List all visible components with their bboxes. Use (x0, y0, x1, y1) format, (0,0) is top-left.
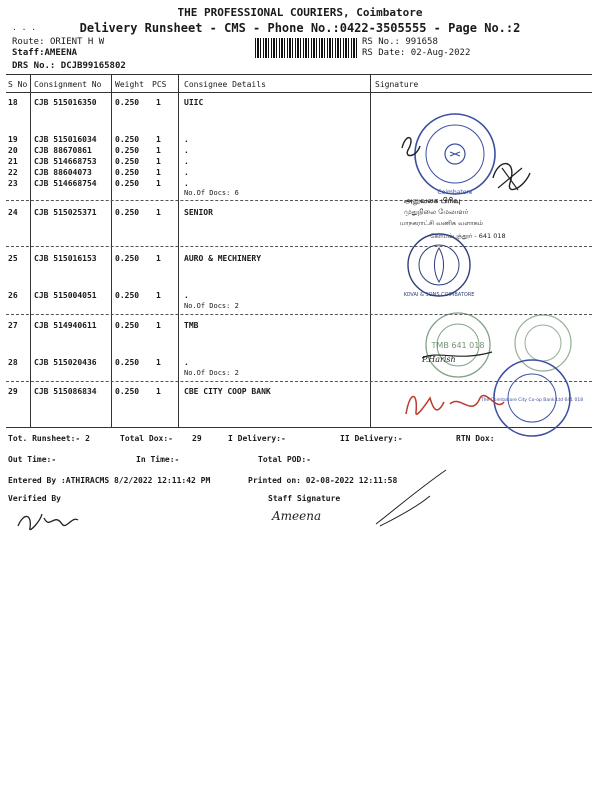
table-header-border (6, 92, 592, 93)
row-consignment: CJB 515020436 (34, 358, 97, 367)
row-weight: 0.250 (115, 157, 140, 166)
row-consignment: CJB 514668754 (34, 179, 97, 188)
row-weight: 0.250 (115, 358, 140, 367)
col-header-consignee: Consignee Details (184, 80, 266, 89)
row-sno: 28 (8, 358, 18, 367)
row-details: . (184, 358, 189, 367)
total-pod: Total POD:- (258, 455, 311, 464)
col-divider (30, 74, 31, 427)
row-details: . (184, 179, 189, 188)
verified-by: Verified By (8, 494, 61, 503)
seal-tamil-line-1: அலுவலக பிரிவு (404, 196, 461, 205)
row-sno: 18 (8, 98, 18, 107)
staff-value: AMEENA (44, 48, 78, 58)
row-weight: 0.250 (115, 135, 140, 144)
route-line (12, 37, 104, 47)
stamp-text: Coimbatore (437, 189, 473, 196)
row-consignment: CJB 515016350 (34, 98, 97, 107)
row-details: SENIOR (184, 208, 213, 217)
row-consignment: CJB 515025371 (34, 208, 97, 217)
row-weight: 0.250 (115, 146, 140, 155)
row-weight: 0.250 (115, 208, 140, 217)
col-header-signature: Signature (375, 80, 419, 89)
col-header-weight: Weight (115, 80, 144, 89)
row-weight: 0.250 (115, 254, 140, 263)
row-consignment: CJB 514668753 (34, 157, 97, 166)
rs-date-line (362, 48, 470, 58)
docs-note: No.Of Docs: 6 (184, 189, 239, 197)
seal-tamil-line-4: கோயம்புத்தூர் - 641 018 (430, 232, 506, 240)
row-details: . (184, 157, 189, 166)
drs-value: DCJB99165802 (60, 61, 126, 71)
row-sno: 25 (8, 254, 18, 263)
row-consignment: CJB 88670861 (34, 146, 92, 155)
seal-tamil-line-3: மாநகராட்சி வணிக வளாகம் (400, 219, 484, 227)
row-pcs: 1 (156, 146, 161, 155)
docs-note: No.Of Docs: 2 (184, 369, 239, 377)
rs-no-label: RS No.: (362, 37, 400, 47)
row-consignment: CJB 515086834 (34, 387, 97, 396)
staff-line (12, 48, 77, 58)
printed-on: Printed on: 02-08-2022 12:11:58 (248, 476, 398, 485)
seal-tamil-line-2: முதுநிலை மேலாளர் (404, 208, 469, 216)
row-weight: 0.250 (115, 387, 140, 396)
row-details: . (184, 168, 189, 177)
row-sno: 19 (8, 135, 18, 144)
row-sno: 24 (8, 208, 18, 217)
row-pcs: 1 (156, 291, 161, 300)
row-details: . (184, 291, 189, 300)
route-value: ORIENT H W (49, 37, 105, 47)
entered-by: Entered By :ATHIRACMS 8/2/2022 12:11:42 PM (8, 476, 211, 485)
row-sno: 22 (8, 168, 18, 177)
kovai-sons-seal (404, 232, 474, 298)
row-separator (6, 246, 592, 247)
row-consignment: CJB 515016153 (34, 254, 97, 263)
row-pcs: 1 (156, 157, 161, 166)
row-pcs: 1 (156, 179, 161, 188)
signature-scribble-2 (418, 340, 498, 370)
row-sno: 27 (8, 321, 18, 330)
row-pcs: 1 (156, 387, 161, 396)
rs-date-label: RS Date: (362, 48, 406, 58)
dots: . . . (12, 23, 37, 32)
verifier-signature (14, 504, 84, 534)
table-top-border (6, 74, 592, 75)
row-sno: 20 (8, 146, 18, 155)
row-details: UIIC (184, 98, 204, 107)
row-weight: 0.250 (115, 291, 140, 300)
row-consignment: CJB 514940611 (34, 321, 97, 330)
col-header-consignment: Consignment No (34, 80, 102, 89)
row-pcs: 1 (156, 208, 161, 217)
out-time: Out Time:- (8, 455, 57, 464)
rtn-dox: RTN Dox: (456, 434, 495, 443)
row-weight: 0.250 (115, 98, 140, 107)
staff-signed-name: Ameena (272, 509, 322, 523)
row-details: . (184, 146, 189, 155)
row-weight: 0.250 (115, 179, 140, 188)
row-details: CBE CITY COOP BANK (184, 387, 271, 396)
rs-no-value: 991658 (405, 37, 438, 47)
row-weight: 0.250 (115, 168, 140, 177)
kovai-seal-text: KOVAI & SONS COIMBATORE (403, 292, 475, 298)
row-consignment: CJB 515016034 (34, 135, 97, 144)
signature-name-2: P.Harish (422, 355, 456, 364)
col-divider (370, 74, 371, 427)
route-label: Route: (12, 37, 45, 47)
rs-date-value: 02-Aug-2022 (410, 48, 471, 58)
staff-label: Staff: (12, 48, 45, 58)
row-sno: 29 (8, 387, 18, 396)
row-sno: 21 (8, 157, 18, 166)
row-pcs: 1 (156, 254, 161, 263)
row-pcs: 1 (156, 358, 161, 367)
col-header-sno: S No (8, 80, 28, 89)
docs-note: No.Of Docs: 2 (184, 302, 239, 310)
rs-no-line (362, 37, 438, 47)
tmb-seal-text: TMB 641 018 (431, 341, 485, 350)
i-delivery: I Delivery:- (228, 434, 286, 443)
row-details: . (184, 135, 189, 144)
company-title: THE PROFESSIONAL COURIERS, Coimbatore (177, 6, 423, 19)
row-pcs: 1 (156, 98, 161, 107)
row-details: TMB (184, 321, 199, 330)
barcode (255, 38, 358, 58)
drs-line (12, 61, 126, 71)
row-sno: 23 (8, 179, 18, 188)
staff-signature-label: Staff Signature (268, 494, 341, 503)
row-consignment: CJB 515004051 (34, 291, 97, 300)
runsheet-title: Delivery Runsheet - CMS - Phone No.:0422-3505555 - Page No.:2 (79, 21, 521, 35)
row-sno: 26 (8, 291, 18, 300)
row-separator (6, 314, 592, 315)
stray-pen-mark (370, 466, 450, 530)
row-pcs: 1 (156, 321, 161, 330)
drs-label: DRS No.: (12, 61, 56, 71)
total-dox-label: Total Dox:- (120, 434, 173, 443)
tot-runsheet: Tot. Runsheet:- 2 (8, 434, 90, 443)
in-time: In Time:- (136, 455, 180, 464)
total-dox-value: 29 (192, 434, 202, 443)
row-pcs: 1 (156, 135, 161, 144)
col-header-pcs: PCS (152, 80, 167, 89)
coop-bank-seal-text: The Coimbatore City Co-op Bank Ltd 641 018 (480, 398, 584, 403)
staff-handwritten-signature (268, 502, 338, 528)
ii-delivery: II Delivery:- (340, 434, 403, 443)
row-details: AURO & MECHINERY (184, 254, 262, 263)
signature-scribble-red (400, 384, 510, 424)
col-divider (178, 74, 179, 427)
row-consignment: CJB 88604073 (34, 168, 92, 177)
row-weight: 0.250 (115, 321, 140, 330)
col-divider (111, 74, 112, 427)
row-pcs: 1 (156, 168, 161, 177)
